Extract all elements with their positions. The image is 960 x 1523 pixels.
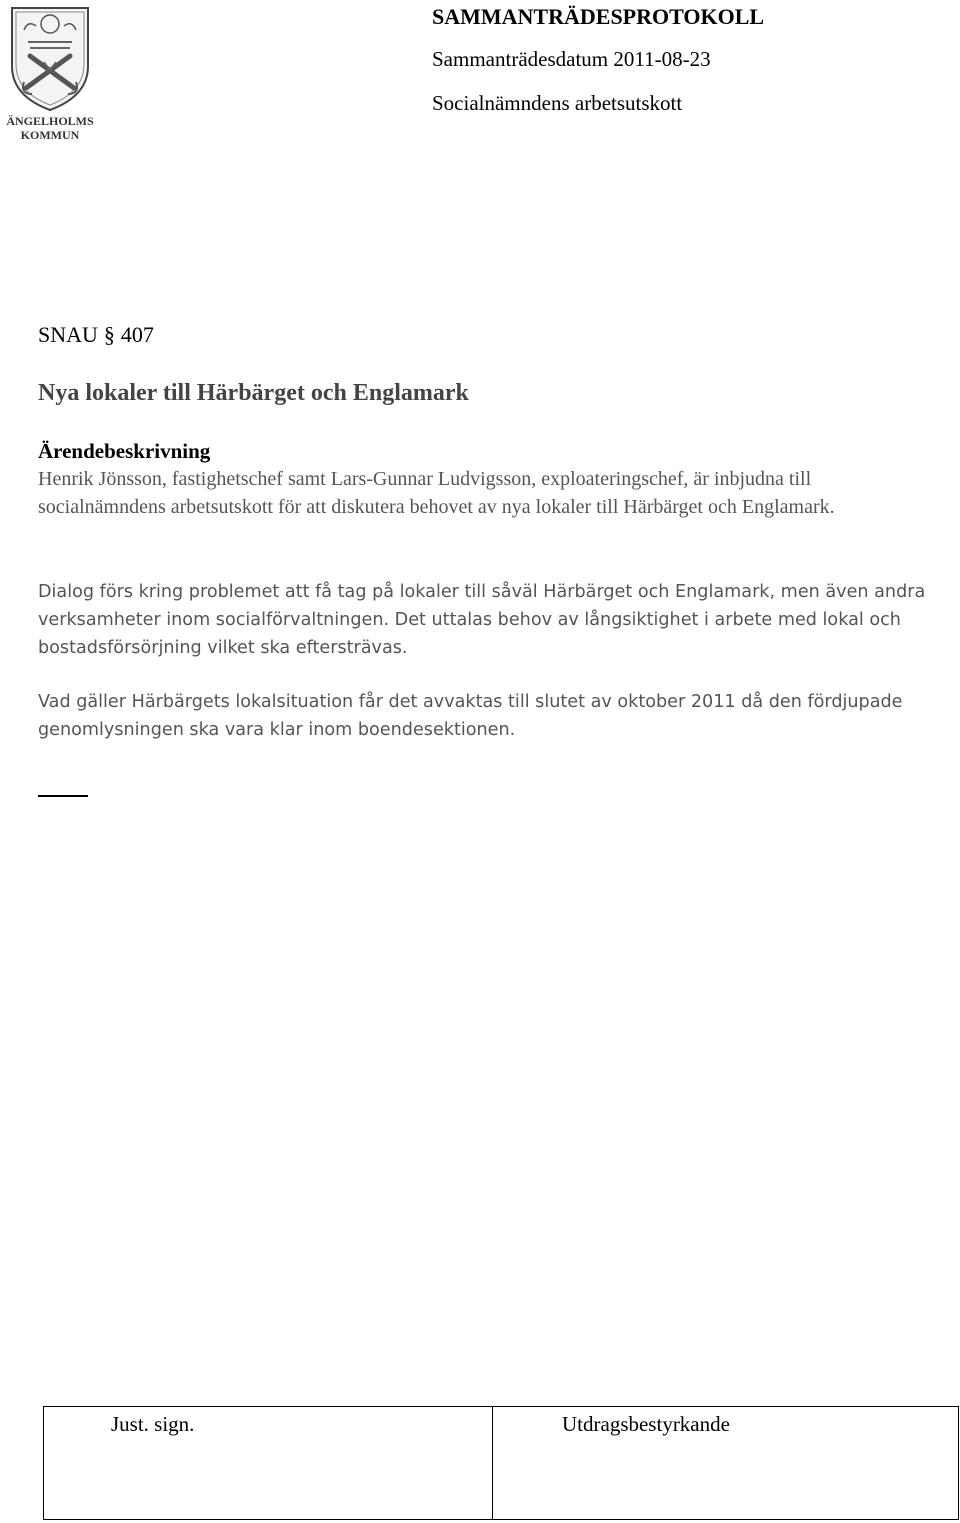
section-heading: Ärendebeskrivning	[38, 439, 211, 463]
municipality-logo	[4, 4, 96, 144]
committee-name: Socialnämndens arbetsutskott	[432, 91, 683, 115]
case-title: Nya lokaler till Härbärget och Englamark	[38, 380, 469, 406]
logo-text	[4, 114, 96, 142]
case-reference	[38, 320, 154, 350]
document-header	[432, 2, 764, 118]
paragraph-invitation: Henrik Jönsson, fastighetschef samt Lars-Gunnar Ludvigsson, exploateringschef, är inbjudna till socialnämndens arbetsutskott för att diskutera behovet av nya lokaler till Härbärget och Englamark.	[38, 468, 835, 518]
certification-label: Utdragsbestyrkande	[562, 1412, 730, 1436]
signature-cell-justification	[44, 1407, 493, 1519]
case-number: 407	[120, 322, 154, 347]
justification-label: Just. sign.	[111, 1412, 195, 1436]
signature-box	[43, 1406, 959, 1520]
section-symbol: §	[103, 322, 115, 347]
end-divider	[38, 795, 88, 797]
signature-cell-certification	[493, 1407, 958, 1519]
coat-of-arms-icon	[6, 4, 94, 114]
document-title: SAMMANTRÄDESPROTOKOLL	[432, 4, 765, 29]
logo-text-line1: ÄNGELHOLMS	[6, 114, 94, 128]
logo-text-line2: KOMMUN	[20, 128, 80, 142]
meeting-date: Sammanträdesdatum 2011-08-23	[432, 47, 711, 71]
paragraph-dialog: Dialog förs kring problemet att få tag på lokaler till såväl Härbärget och Englamark, men även andra verksamheter inom socialförvaltningen. Det uttalas behov av långsiktighet i arbete med lokal och bostadsförsörjning vilket ska eftersträvas.	[38, 582, 926, 658]
case-prefix: SNAU	[38, 322, 98, 347]
paragraph-decision: Vad gäller Härbärgets lokalsituation får det avvaktas till slutet av oktober 2011 då den fördjupade genomlysningen ska vara klar inom boendesektionen.	[38, 692, 903, 740]
